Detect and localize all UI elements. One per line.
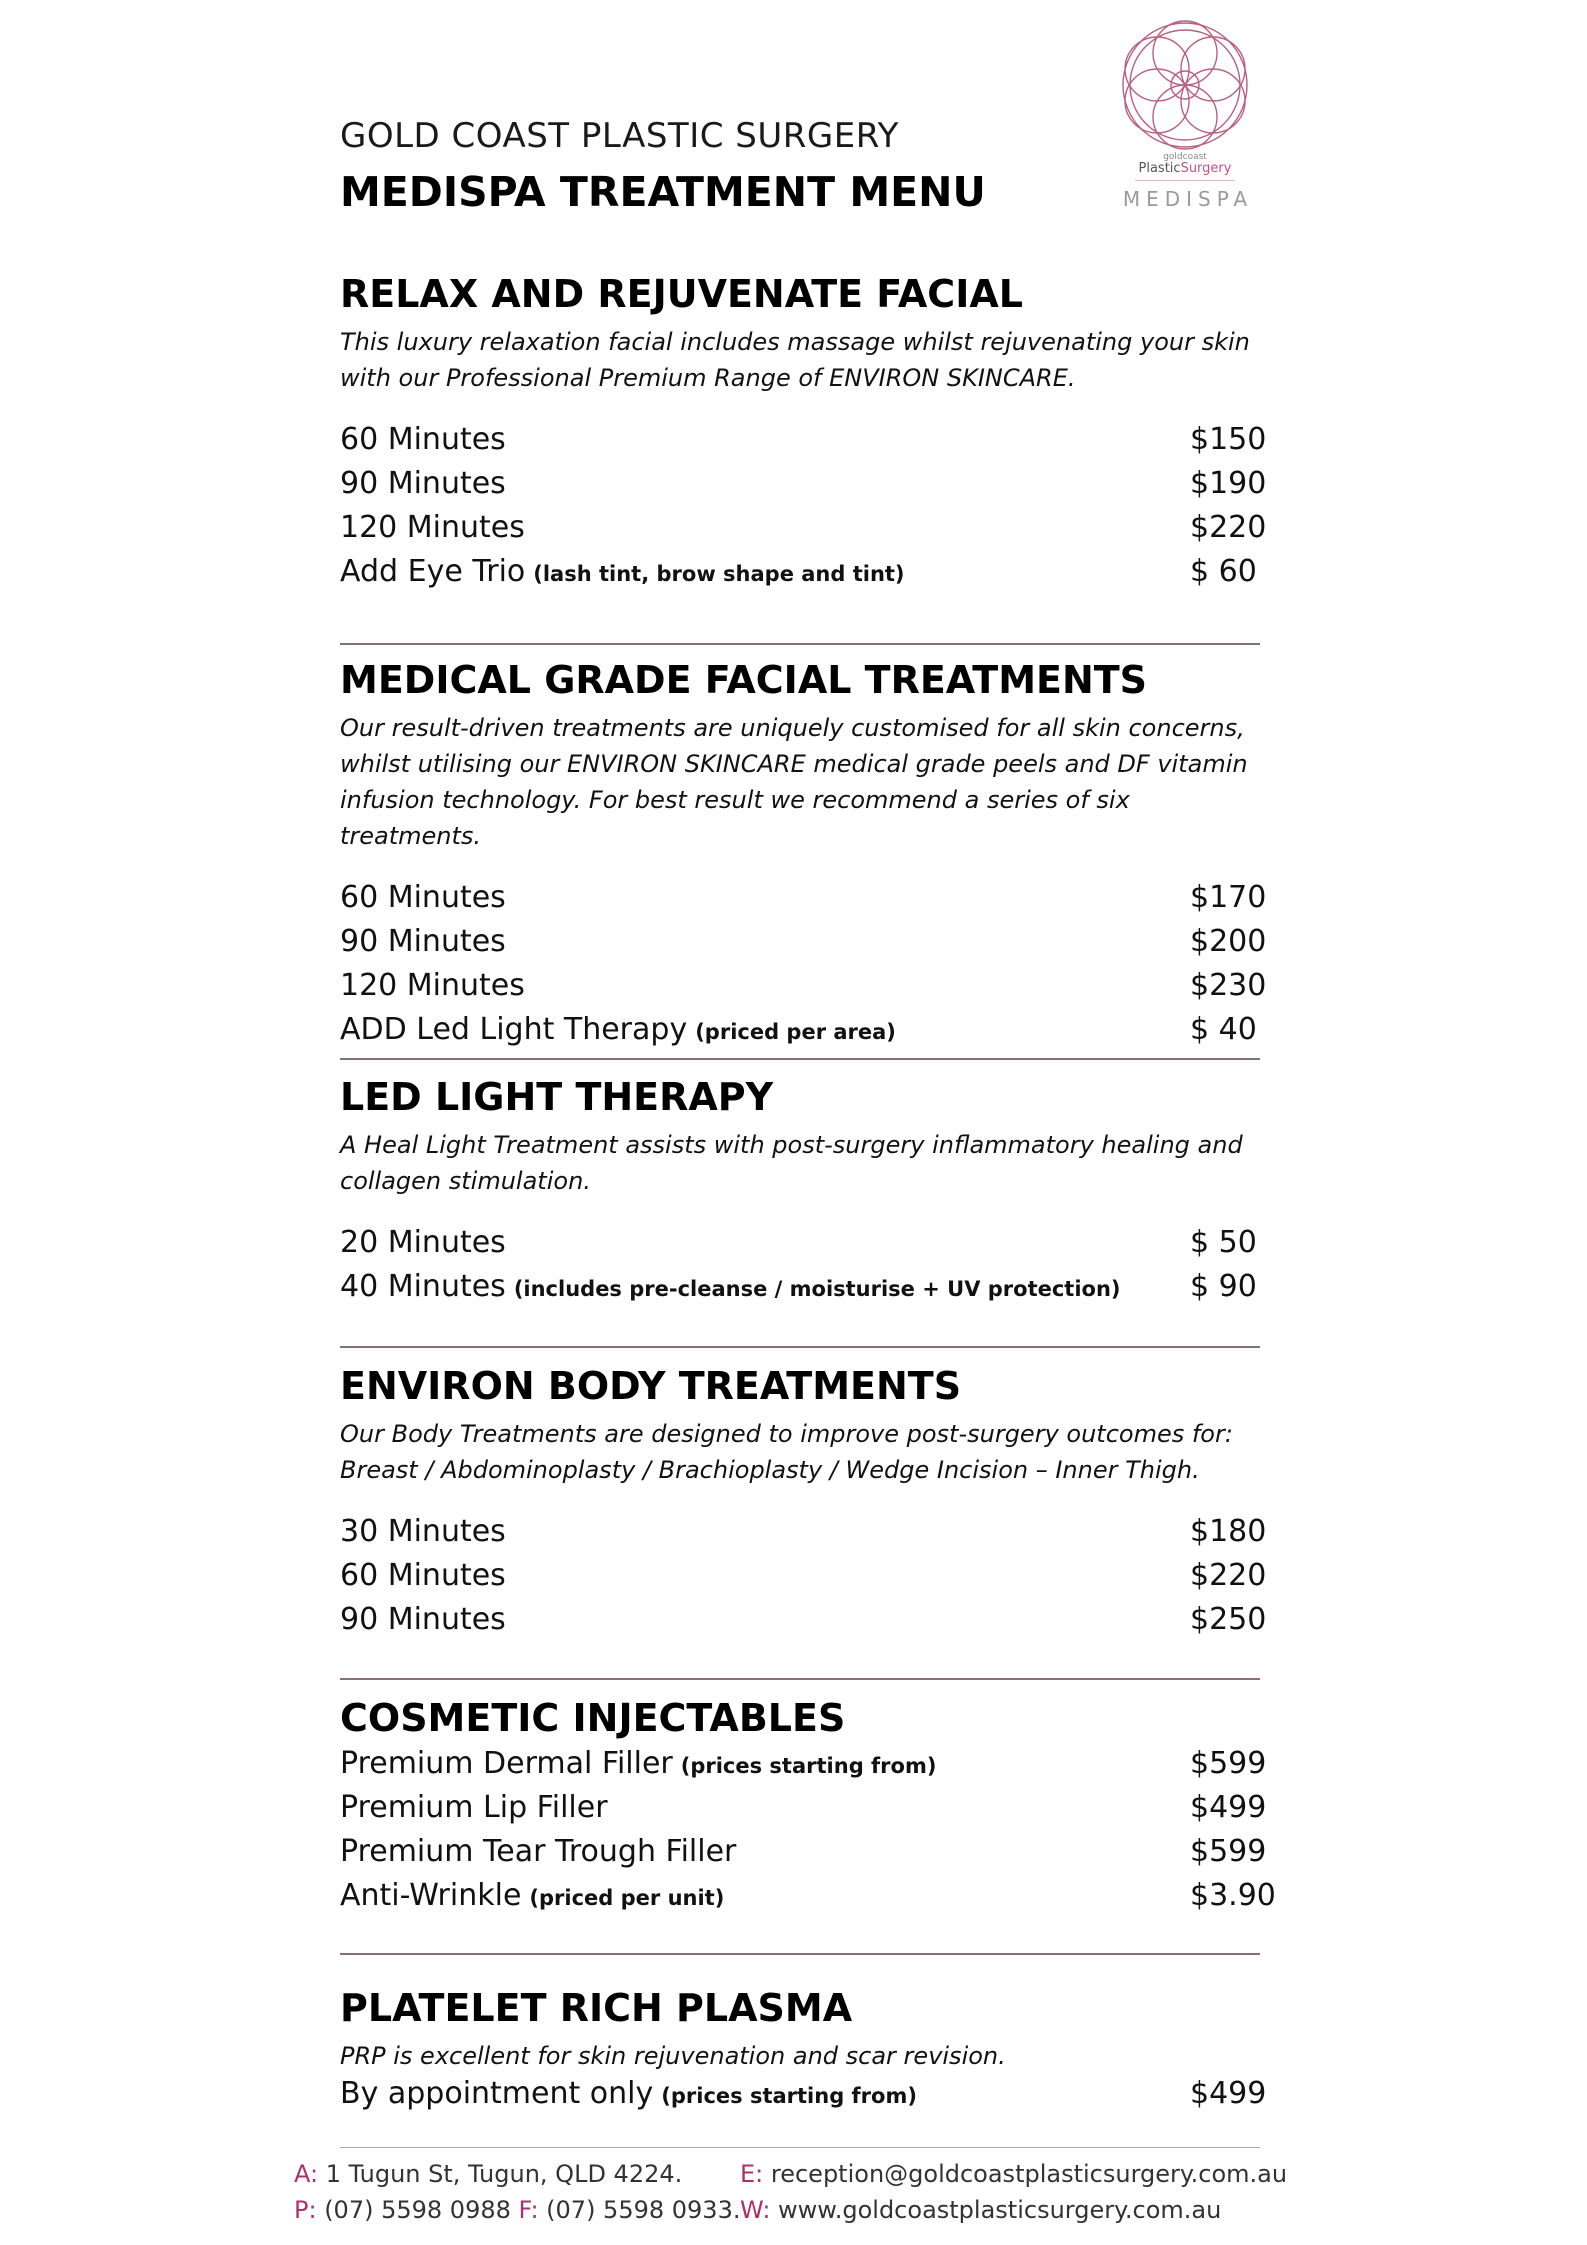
- section-title: RELAX AND REJUVENATE FACIAL: [340, 272, 1023, 316]
- footer-contact-left: [294, 2156, 740, 2228]
- section-description: A Heal Light Treatment assists with post-surgery inflammatory healing and collagen stimulation.: [340, 1131, 1243, 1195]
- price-row: 120 Minutes $220: [340, 510, 1267, 545]
- section-title: PLATELET RICH PLASMA: [340, 1986, 853, 2030]
- price-row: ADD Led Light Therapy (priced per area) $ 40: [340, 1012, 1257, 1047]
- price-row: 30 Minutes $180: [340, 1514, 1267, 1549]
- section-divider: [340, 1058, 1260, 1060]
- price-row: 90 Minutes $190: [340, 466, 1267, 501]
- price-row: Premium Tear Trough Filler $599: [340, 1834, 1267, 1869]
- section-title: LED LIGHT THERAPY: [340, 1075, 774, 1119]
- section-divider: [340, 1678, 1260, 1680]
- flower-emblem-icon: [1120, 20, 1250, 150]
- section-relax-facial: [340, 270, 1267, 598]
- section-title: COSMETIC INJECTABLES: [340, 1696, 846, 1740]
- price-row: Premium Lip Filler $499: [340, 1790, 1267, 1825]
- footer-website[interactable]: W: www.goldcoastplasticsurgery.com.au: [740, 2196, 1222, 2224]
- logo-medispa-text: MEDISPA: [1122, 187, 1254, 211]
- section-title: ENVIRON BODY TREATMENTS: [340, 1364, 962, 1408]
- section-divider: [340, 1346, 1260, 1348]
- footer-phone: P: (07) 5598 0988 F: (07) 5598 0933.: [294, 2196, 741, 2224]
- section-description: Our result-driven treatments are uniquely customised for all skin concerns, whilst utilising our ENVIRON SKINCARE medical grade peels and DF vitamin infusion technology. For best result we recommend a series of six treatments.: [340, 714, 1248, 850]
- price-row: 120 Minutes $230: [340, 968, 1267, 1003]
- logo-small-text: goldcoast: [1163, 152, 1207, 162]
- price-row: 60 Minutes $220: [340, 1558, 1267, 1593]
- brand-line: GOLD COAST PLASTIC SURGERY: [340, 116, 899, 156]
- logo-main-text: PlasticSurgery: [1138, 161, 1232, 176]
- price-row: 90 Minutes $250: [340, 1602, 1267, 1637]
- section-description: This luxury relaxation facial includes massage whilst rejuvenating your skin with our Professional Premium Range of ENVIRON SKINCARE.: [340, 328, 1250, 392]
- price-row: Premium Dermal Filler (prices starting from) $599: [340, 1746, 1267, 1781]
- price-row: 40 Minutes (includes pre-cleanse / moisturise + UV protection) $ 90: [340, 1269, 1257, 1304]
- section-medical-facial: [340, 656, 1267, 1056]
- footer-divider: [340, 2147, 1260, 2148]
- footer-contact-right: [740, 2156, 1287, 2228]
- section-cosmetic-injectables: [340, 1694, 1276, 1922]
- section-title: MEDICAL GRADE FACIAL TREATMENTS: [340, 658, 1148, 702]
- price-row: By appointment only (prices starting from) $499: [340, 2076, 1267, 2111]
- page-title: MEDISPA TREATMENT MENU: [340, 168, 986, 216]
- price-row: Anti-Wrinkle (priced per unit) $3.90: [340, 1878, 1276, 1913]
- clinic-logo: [1112, 20, 1258, 211]
- logo-divider: [1135, 180, 1235, 181]
- footer-email[interactable]: E: reception@goldcoastplasticsurgery.com.au: [740, 2160, 1288, 2188]
- section-description: Our Body Treatments are designed to improve post-surgery outcomes for: Breast / Abdominoplasty / Brachioplasty / Wedge Incision – Inner Thigh.: [340, 1420, 1233, 1484]
- price-row: 20 Minutes $ 50: [340, 1225, 1257, 1260]
- price-row: Add Eye Trio (lash tint, brow shape and tint) $ 60: [340, 554, 1257, 589]
- price-row: 60 Minutes $170: [340, 880, 1267, 915]
- footer-address: A: 1 Tugun St, Tugun, QLD 4224.: [294, 2160, 683, 2188]
- section-led-therapy: [340, 1073, 1260, 1313]
- section-description: PRP is excellent for skin rejuvenation and scar revision.: [340, 2042, 1006, 2070]
- section-body-treatments: [340, 1362, 1267, 1646]
- section-prp: [340, 1984, 1267, 2120]
- section-divider: [340, 1953, 1260, 1955]
- price-row: 90 Minutes $200: [340, 924, 1267, 959]
- price-row: 60 Minutes $150: [340, 422, 1267, 457]
- section-divider: [340, 643, 1260, 645]
